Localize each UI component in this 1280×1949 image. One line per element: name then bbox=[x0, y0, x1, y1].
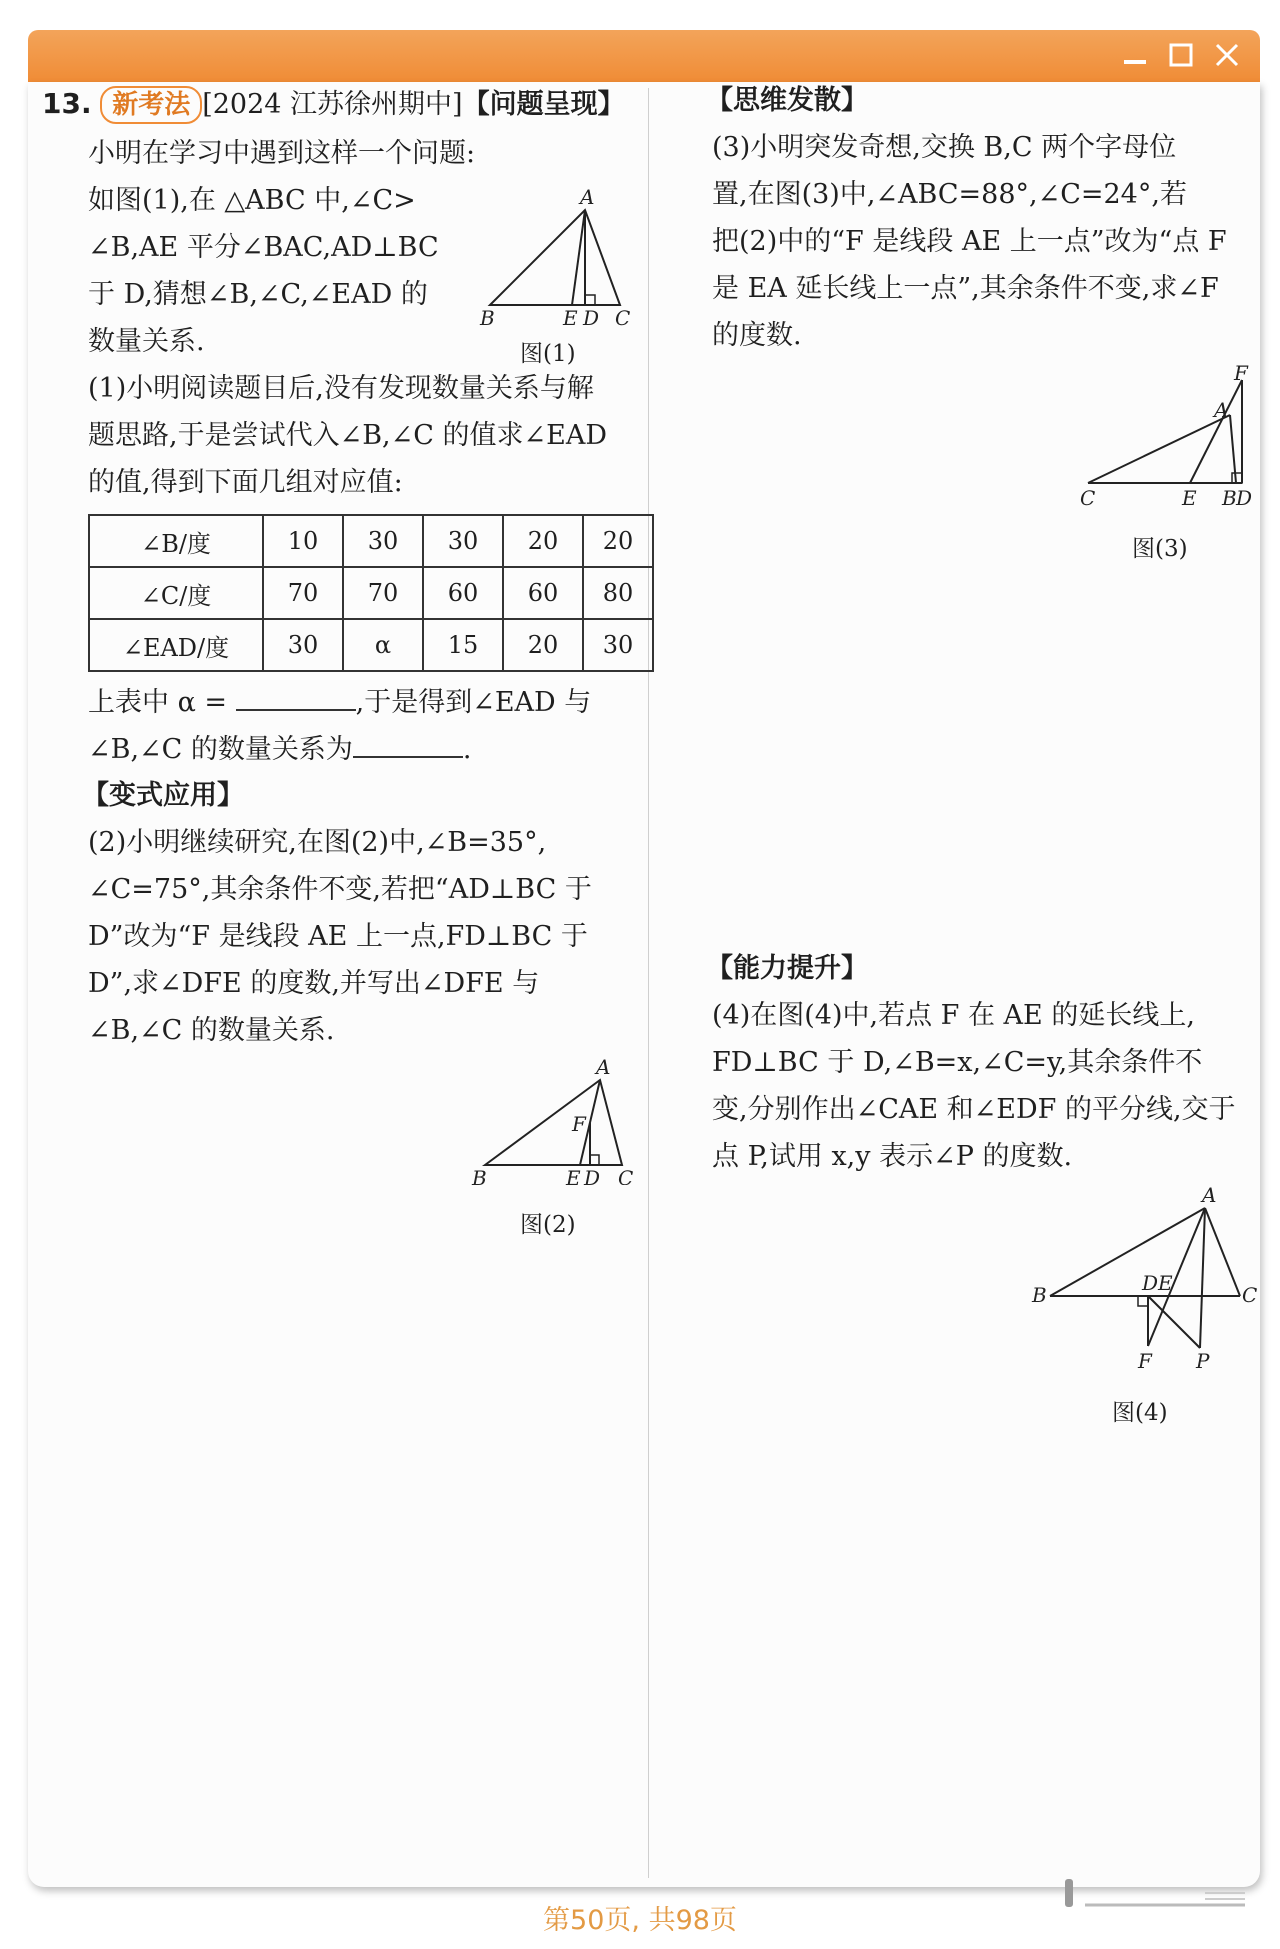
table-cell: 80 bbox=[583, 567, 653, 619]
row-label: ∠EAD/度 bbox=[89, 619, 263, 671]
label-b: B bbox=[1222, 486, 1237, 510]
segment-ba bbox=[1050, 1208, 1205, 1296]
label-d: D bbox=[1236, 486, 1253, 510]
label-b: B bbox=[472, 1166, 487, 1185]
table-cell: 60 bbox=[423, 567, 503, 619]
label-c: C bbox=[1080, 486, 1096, 510]
intro-line: 于 D,猜想∠B,∠C,∠EAD 的 bbox=[88, 279, 428, 310]
table-cell: 30 bbox=[583, 619, 653, 671]
label-e: E bbox=[1182, 486, 1197, 510]
part2-line: (2)小明继续研究,在图(2)中,∠B=35°, bbox=[88, 827, 547, 858]
tail-text: ∠B,∠C 的数量关系为 bbox=[88, 734, 353, 765]
part3-line: 把(2)中的“F 是线段 AE 上一点”改为“点 F bbox=[712, 226, 1227, 257]
answer-blank-alpha[interactable] bbox=[236, 679, 356, 711]
label-b: B bbox=[480, 306, 495, 330]
part3-line: 置,在图(3)中,∠ABC=88°,∠C=24°,若 bbox=[712, 179, 1187, 210]
part4-line: (4)在图(4)中,若点 F 在 AE 的延长线上, bbox=[712, 1000, 1195, 1031]
right-angle-mark bbox=[1232, 473, 1242, 483]
bisector-ap bbox=[1200, 1208, 1205, 1348]
part1-tail-line bbox=[88, 726, 472, 773]
table-cell: α bbox=[343, 619, 423, 671]
label-e: E bbox=[1158, 1271, 1173, 1295]
figure-3-caption: 图(3) bbox=[1132, 536, 1188, 562]
label-e: E bbox=[563, 306, 578, 330]
problem-header bbox=[42, 81, 625, 128]
label-a: A bbox=[1202, 1183, 1217, 1207]
part4-line: 变,分别作出∠CAE 和∠EDF 的平分线,交于 bbox=[712, 1094, 1236, 1125]
table-cell: 60 bbox=[503, 567, 583, 619]
figure-4 bbox=[1020, 1180, 1260, 1380]
figure-3 bbox=[1070, 365, 1260, 515]
tail-text: ,于是得到∠EAD 与 bbox=[355, 687, 592, 718]
label-d: D bbox=[584, 1166, 601, 1185]
label-d: D bbox=[583, 306, 600, 330]
label-d: D bbox=[1142, 1271, 1159, 1295]
label-f: F bbox=[1234, 365, 1248, 385]
label-c: C bbox=[615, 306, 631, 330]
part3-line: 是 EA 延长线上一点”,其余条件不变,求∠F bbox=[712, 273, 1219, 304]
right-angle-mark bbox=[590, 1155, 599, 1165]
table-row bbox=[89, 567, 653, 619]
section-heading-3: 【思维发散】 bbox=[706, 85, 868, 116]
intro-line: ∠B,AE 平分∠BAC,AD⊥BC bbox=[88, 232, 439, 263]
section-heading-1: 【问题呈现】 bbox=[462, 89, 625, 120]
table-cell: 15 bbox=[423, 619, 503, 671]
triangle-abc bbox=[485, 1080, 622, 1165]
problem-source: [2024 江苏徐州期中] bbox=[202, 89, 463, 120]
label-b: B bbox=[1032, 1283, 1047, 1307]
table-cell: 10 bbox=[263, 515, 343, 567]
part3-line: 的度数. bbox=[712, 320, 802, 351]
part1-line: (1)小明阅读题目后,没有发现数量关系与解 bbox=[88, 373, 594, 404]
part2-line: D”,求∠DFE 的度数,并写出∠DFE 与 bbox=[88, 968, 540, 999]
answer-blank-relation[interactable] bbox=[353, 726, 463, 758]
label-a: A bbox=[596, 1055, 611, 1079]
part2-line: ∠C=75°,其余条件不变,若把“AD⊥BC 于 bbox=[88, 874, 592, 905]
part2-line: ∠B,∠C 的数量关系. bbox=[88, 1015, 335, 1046]
figure-2 bbox=[460, 1055, 640, 1185]
maximize-icon[interactable] bbox=[1164, 38, 1198, 72]
part1-line: 的值,得到下面几组对应值: bbox=[88, 467, 403, 498]
intro-line: 如图(1),在 △ABC 中,∠C> bbox=[88, 185, 416, 216]
table-cell: 70 bbox=[263, 567, 343, 619]
table-cell: 30 bbox=[263, 619, 343, 671]
label-e: E bbox=[566, 1166, 581, 1185]
label-p: P bbox=[1196, 1349, 1210, 1373]
table-cell: 30 bbox=[423, 515, 503, 567]
close-icon[interactable] bbox=[1210, 38, 1244, 72]
label-f: F bbox=[572, 1112, 586, 1136]
intro-line: 小明在学习中遇到这样一个问题: bbox=[88, 138, 476, 169]
label-c: C bbox=[1242, 1283, 1258, 1307]
row-label: ∠B/度 bbox=[89, 515, 263, 567]
table-row bbox=[89, 619, 653, 671]
right-angle-mark bbox=[585, 295, 595, 305]
segment-ae bbox=[572, 210, 585, 305]
label-c: C bbox=[618, 1166, 634, 1185]
values-table bbox=[88, 514, 654, 672]
table-cell: 20 bbox=[503, 619, 583, 671]
figure-2-caption: 图(2) bbox=[520, 1212, 576, 1238]
label-a: A bbox=[1214, 398, 1229, 422]
part4-line: FD⊥BC 于 D,∠B=x,∠C=y,其余条件不 bbox=[712, 1047, 1203, 1078]
section-heading-2: 【变式应用】 bbox=[82, 780, 244, 811]
new-method-badge: 新考法 bbox=[100, 86, 202, 124]
intro-line: 数量关系. bbox=[88, 326, 205, 357]
reading-progress-icon[interactable] bbox=[1055, 1875, 1255, 1911]
right-angle-mark bbox=[1138, 1296, 1148, 1306]
table-cell: 30 bbox=[343, 515, 423, 567]
label-a: A bbox=[580, 185, 595, 209]
segment-ac bbox=[1205, 1208, 1240, 1296]
figure-1-caption: 图(1) bbox=[520, 341, 576, 367]
part4-line: 点 P,试用 x,y 表示∠P 的度数. bbox=[712, 1141, 1073, 1172]
problem-number: 13. bbox=[42, 87, 92, 120]
section-heading-4: 【能力提升】 bbox=[706, 953, 868, 984]
triangle-abc bbox=[490, 210, 620, 305]
part1-tail-line bbox=[88, 679, 591, 726]
part3-line: (3)小明突发奇想,交换 B,C 两个字母位 bbox=[712, 132, 1177, 163]
page-indicator: 第50页, 共98页 bbox=[543, 1905, 737, 1936]
column-divider bbox=[648, 88, 649, 1878]
segment-ca bbox=[1088, 415, 1230, 483]
bisector-dp bbox=[1148, 1296, 1200, 1348]
tail-text: . bbox=[462, 734, 472, 765]
label-f: F bbox=[1138, 1349, 1152, 1373]
table-cell: 20 bbox=[503, 515, 583, 567]
row-label: ∠C/度 bbox=[89, 567, 263, 619]
figure-4-caption: 图(4) bbox=[1112, 1400, 1168, 1426]
minimize-icon[interactable] bbox=[1118, 38, 1152, 72]
table-row bbox=[89, 515, 653, 567]
table-cell: 20 bbox=[583, 515, 653, 567]
figure-1 bbox=[470, 185, 640, 335]
part2-line: D”改为“F 是线段 AE 上一点,FD⊥BC 于 bbox=[88, 921, 588, 952]
tail-text: 上表中 α = bbox=[88, 687, 228, 718]
window-title-bar bbox=[28, 30, 1260, 82]
part1-line: 题思路,于是尝试代入∠B,∠C 的值求∠EAD bbox=[88, 420, 607, 451]
table-cell: 70 bbox=[343, 567, 423, 619]
